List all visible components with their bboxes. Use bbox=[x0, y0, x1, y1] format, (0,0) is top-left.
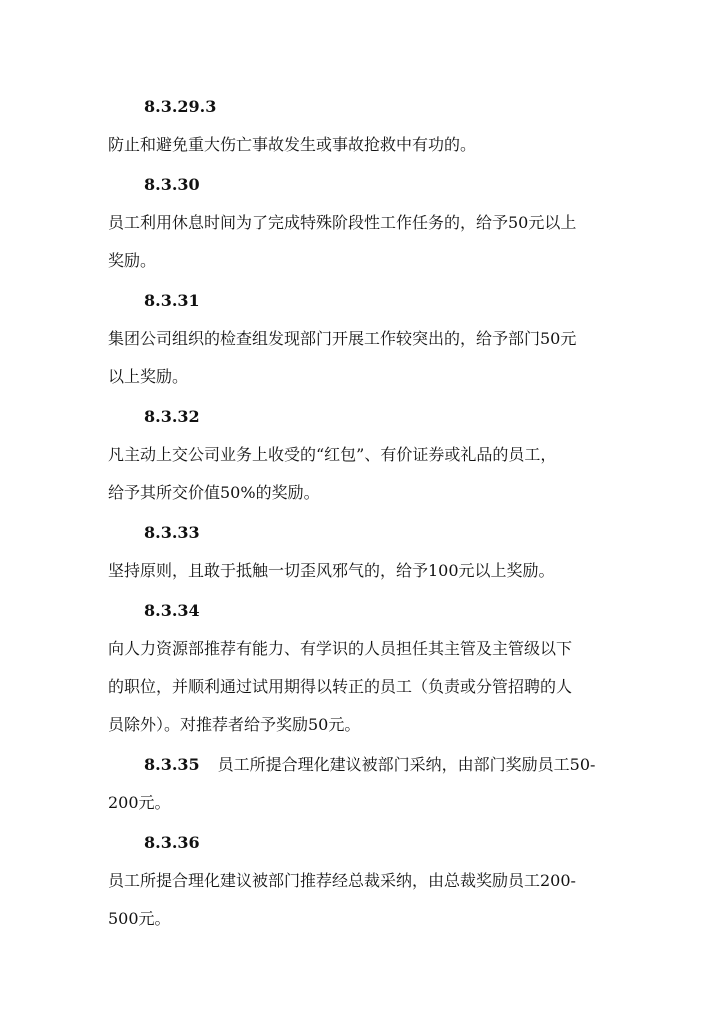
section-8-3-36 bbox=[108, 824, 608, 938]
paragraph-line: 集团公司组织的检查组发现部门开展工作较突出的，给予部门50元 bbox=[108, 329, 577, 348]
paragraph-line: 员工所提合理化建议被部门推荐经总裁采纳，由总裁奖励员工200- bbox=[108, 871, 576, 890]
paragraph-line: 防止和避免重大伤亡事故发生或事故抢救中有功的。 bbox=[108, 135, 477, 154]
paragraph-line: 坚持原则，且敢于抵触一切歪风邪气的，给予100元以上奖励。 bbox=[108, 561, 555, 580]
section-8-3-29-3 bbox=[108, 88, 608, 164]
paragraph-line: 500元。 bbox=[108, 909, 171, 928]
section-number: 8.3.29.3 bbox=[144, 97, 217, 116]
section-8-3-31 bbox=[108, 282, 608, 396]
section-8-3-32 bbox=[108, 398, 608, 512]
section-8-3-30 bbox=[108, 166, 608, 280]
section-8-3-34 bbox=[108, 592, 608, 744]
section-8-3-35 bbox=[108, 746, 608, 822]
section-number: 8.3.32 bbox=[144, 407, 200, 426]
section-number: 8.3.33 bbox=[144, 523, 200, 542]
paragraph-line: 奖励。 bbox=[108, 251, 157, 270]
section-number: 8.3.36 bbox=[144, 833, 200, 852]
section-number: 8.3.34 bbox=[144, 601, 200, 620]
section-inline-text: 员工所提合理化建议被部门采纳，由部门奖励员工50- bbox=[217, 755, 596, 774]
section-8-3-33 bbox=[108, 514, 608, 590]
document-body bbox=[108, 88, 608, 938]
section-number: 8.3.35 员工所提合理化建议被部门采纳，由部门奖励员工50- bbox=[144, 755, 596, 774]
paragraph-line: 200元。 bbox=[108, 793, 171, 812]
paragraph-line: 员工利用休息时间为了完成特殊阶段性工作任务的，给予50元以上 bbox=[108, 213, 577, 232]
paragraph-line: 的职位，并顺利通过试用期得以转正的员工（负责或分管招聘的人 bbox=[108, 677, 573, 696]
section-number: 8.3.31 bbox=[144, 291, 200, 310]
paragraph-line: 以上奖励。 bbox=[108, 367, 189, 386]
paragraph-line: 给予其所交价值50%的奖励。 bbox=[108, 483, 320, 502]
section-number: 8.3.30 bbox=[144, 175, 200, 194]
paragraph-line: 凡主动上交公司业务上收受的“红包”、有价证券或礼品的员工， bbox=[108, 445, 557, 464]
paragraph-line: 向人力资源部推荐有能力、有学识的人员担任其主管及主管级以下 bbox=[108, 639, 573, 658]
paragraph-line: 员除外）。对推荐者给予奖励50元。 bbox=[108, 715, 361, 734]
